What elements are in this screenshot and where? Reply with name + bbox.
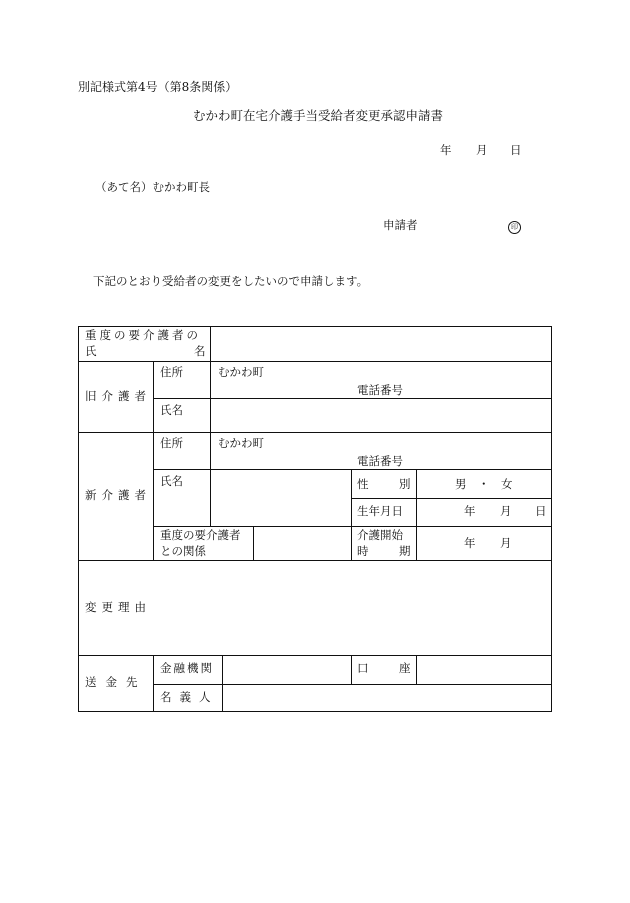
date-year-label: 年 xyxy=(440,143,452,157)
relation-label-line2: との関係 xyxy=(160,544,206,558)
addressee: （あて名）むかわ町長 xyxy=(95,180,210,194)
rule xyxy=(153,469,552,470)
rule xyxy=(416,469,417,560)
rule xyxy=(78,361,552,362)
old-address-label: 住所 xyxy=(160,365,183,379)
bank-label: 金融機関 xyxy=(160,661,214,675)
birthdate-label: 生年月日 xyxy=(357,504,403,518)
change-reason-label: 変更理由 xyxy=(85,600,151,614)
form-number: 別記様式第4号（第8条関係） xyxy=(78,80,238,94)
rule xyxy=(78,560,552,561)
rule xyxy=(153,398,552,399)
old-phone-label: 電話番号 xyxy=(357,383,403,397)
rule xyxy=(78,655,552,656)
care-recipient-label-line1: 重度の要介護者の xyxy=(85,328,201,342)
new-phone-label: 電話番号 xyxy=(357,454,403,468)
relation-label-line1: 重度の要介護者 xyxy=(160,528,241,542)
rule xyxy=(351,655,352,684)
birth-year-label: 年 xyxy=(464,504,476,518)
birth-day-label: 日 xyxy=(535,504,547,518)
care-start-label-ji: 時 xyxy=(357,544,369,558)
birth-month-label: 月 xyxy=(500,504,512,518)
account-holder-label: 名義人 xyxy=(160,690,219,704)
rule xyxy=(153,655,154,712)
intro-text: 下記のとおり受給者の変更をしたいので申請します。 xyxy=(93,274,369,288)
applicant-label: 申請者 xyxy=(383,218,418,232)
account-label-a: 口 xyxy=(357,661,369,675)
old-caregiver-label: 旧介護者 xyxy=(85,389,151,403)
rule xyxy=(153,361,154,560)
seal-mark: 印 xyxy=(508,221,521,234)
care-start-label-line1: 介護開始 xyxy=(357,528,403,542)
rule xyxy=(153,684,552,685)
care-start-label-ki: 期 xyxy=(399,544,411,558)
new-name-label: 氏名 xyxy=(160,474,183,488)
new-address-prefix: むかわ町 xyxy=(218,436,264,450)
care-recipient-label-shi: 氏 xyxy=(85,344,97,358)
remittance-label: 送金先 xyxy=(85,675,147,689)
rule xyxy=(210,326,211,361)
rule xyxy=(351,469,352,560)
sex-options: 男 ・ 女 xyxy=(455,477,513,491)
page-title: むかわ町在宅介護手当受給者変更承認申請書 xyxy=(193,108,444,123)
care-start-month-label: 月 xyxy=(500,536,512,550)
rule xyxy=(222,655,223,712)
old-name-label: 氏名 xyxy=(160,403,183,417)
rule xyxy=(253,526,254,560)
date-day-label: 日 xyxy=(510,143,522,157)
new-address-label: 住所 xyxy=(160,436,183,450)
sex-label-b: 別 xyxy=(399,477,411,491)
sex-label-a: 性 xyxy=(357,477,369,491)
rule xyxy=(153,526,552,527)
rule xyxy=(351,498,552,499)
old-address-prefix: むかわ町 xyxy=(218,365,264,379)
care-start-year-label: 年 xyxy=(464,536,476,550)
care-recipient-label-mei: 名 xyxy=(194,344,206,358)
new-caregiver-label: 新介護者 xyxy=(85,488,151,502)
rule xyxy=(210,361,211,526)
account-label-b: 座 xyxy=(399,661,411,675)
rule xyxy=(78,432,552,433)
rule xyxy=(416,655,417,684)
seal-icon xyxy=(508,219,521,234)
date-month-label: 月 xyxy=(476,143,488,157)
